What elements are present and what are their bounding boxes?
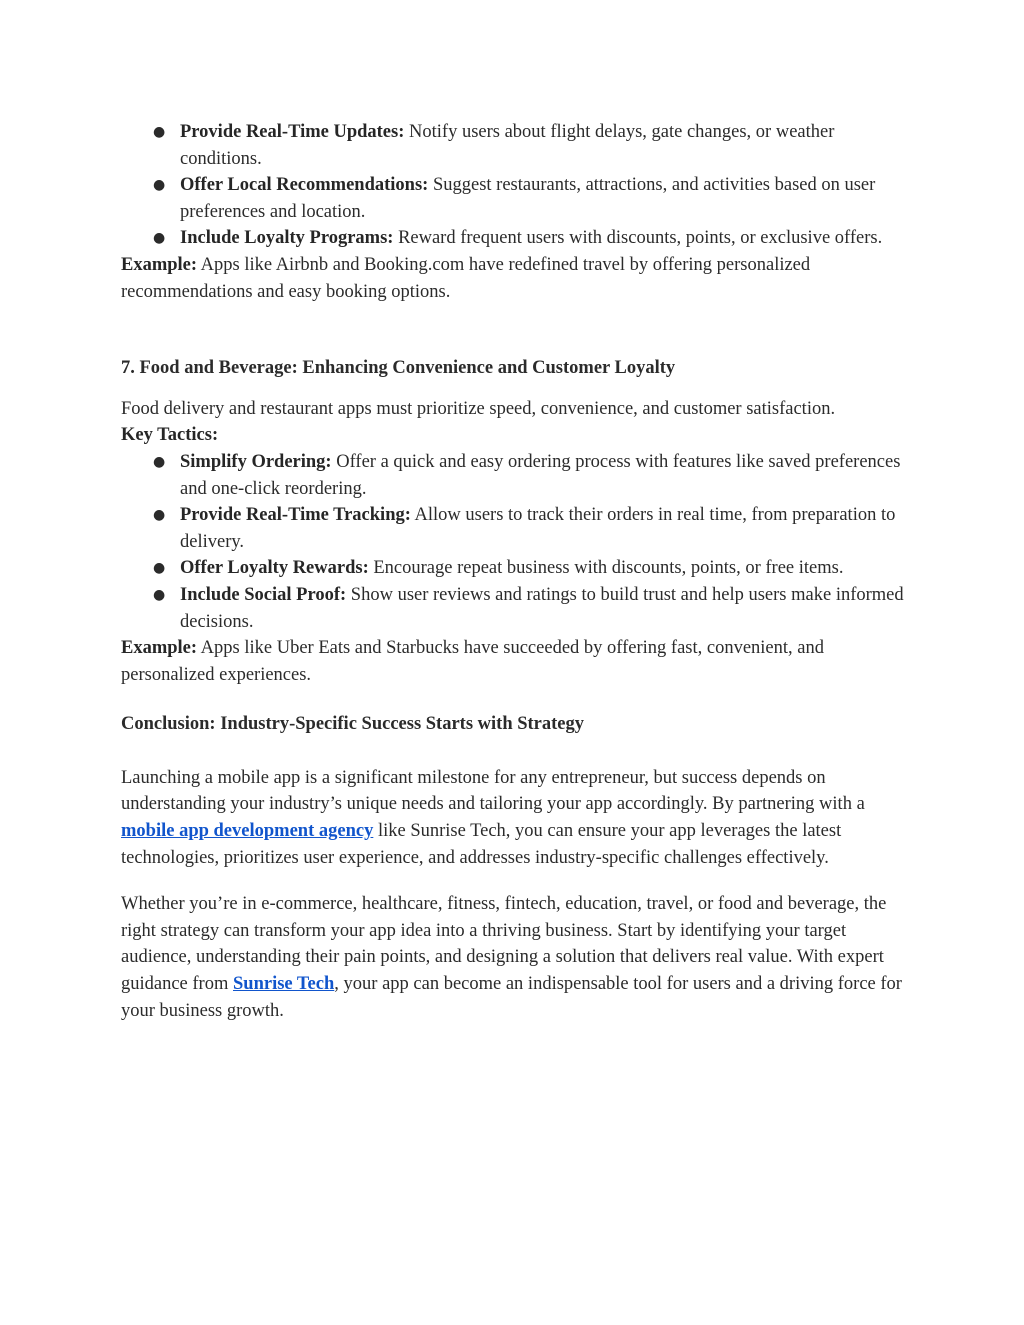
tactic-text: Suggest restaurants, attractions, and activities based on user preferences and location. — [180, 175, 876, 222]
tactic-text: Offer a quick and easy ordering process with features like saved preferences and one-click reordering. — [180, 451, 901, 499]
example-label: Example: — [121, 638, 198, 659]
sunrise-tech-link[interactable]: Sunrise Tech — [233, 974, 335, 995]
example-text: Apps like Uber Eats and Starbucks have succeeded by offering fast, convenient, and personalized experiences. — [121, 638, 824, 685]
travel-tactics-list — [121, 119, 911, 252]
paragraph-text: , your app can become an indispensable tool for users and a driving force for your business growth. — [121, 974, 902, 1021]
list-item — [121, 449, 911, 502]
key-tactics-label — [121, 422, 911, 449]
tactic-label: Provide Real-Time Updates: — [180, 122, 405, 142]
bullet-icon: ● — [153, 177, 166, 194]
tactic-label: Offer Local Recommendations: — [180, 175, 429, 196]
list-item — [121, 582, 911, 635]
paragraph-text: Launching a mobile app is a significant milestone for any entrepreneur, but success depends on understanding your industry’s unique needs and tailoring your app accordingly. By partnering with a — [121, 767, 865, 815]
section-heading-conclusion: Conclusion: Industry-Specific Success Starts with Strategy — [121, 714, 585, 735]
bullet-icon: ● — [153, 560, 166, 577]
mobile-app-development-agency-link[interactable]: mobile app development agency — [121, 821, 374, 842]
bullet-icon: ● — [153, 586, 166, 603]
tactic-label: Include Social Proof: — [180, 584, 347, 605]
tactic-text: Show user reviews and ratings to build trust and help users make informed decisions. — [180, 584, 904, 632]
tactic-text: Allow users to track their orders in real time, from preparation to delivery. — [180, 505, 896, 552]
tactic-text: Notify users about flight delays, gate changes, or weather conditions. — [180, 122, 835, 169]
tactic-text: Encourage repeat business with discounts, points, or free items. — [373, 558, 844, 579]
bullet-icon: ● — [153, 124, 166, 140]
key-tactics-label-text: Key Tactics: — [121, 425, 219, 446]
list-item — [121, 119, 911, 172]
section-heading-food: 7. Food and Beverage: Enhancing Convenience and Customer Loyalty — [121, 358, 676, 379]
food-example — [121, 635, 911, 688]
list-item — [121, 225, 911, 252]
example-text: Apps like Airbnb and Booking.com have redefined travel by offering personalized recommendations and easy booking options. — [121, 254, 811, 302]
tactic-label: Provide Real-Time Tracking: — [180, 505, 411, 526]
document-page — [121, 119, 911, 1024]
tactic-label: Simplify Ordering: — [180, 451, 332, 472]
bullet-icon: ● — [153, 453, 166, 470]
tactic-label: Include Loyalty Programs: — [180, 228, 394, 249]
bullet-icon: ● — [153, 507, 166, 524]
conclusion-paragraph-1 — [121, 765, 911, 871]
paragraph-text: Whether you’re in e-commerce, healthcare, fitness, fintech, education, travel, or food and beverage, the right strategy can transform your app idea into a thriving business. Start by identifying your target audience, understanding their pain points, and designing a solution that delivers real value. With expert guidance from — [121, 894, 887, 995]
travel-example — [121, 252, 911, 305]
tactic-text: Reward frequent users with discounts, points, or exclusive offers. — [398, 228, 883, 249]
food-tactics-list — [121, 449, 911, 635]
list-item — [121, 502, 911, 555]
paragraph-text: like Sunrise Tech, you can ensure your app leverages the latest technologies, prioritizes user experience, and addresses industry-specific challenges effectively. — [121, 821, 842, 868]
food-intro: Food delivery and restaurant apps must prioritize speed, convenience, and customer satisfaction. — [121, 398, 836, 419]
tactic-label: Offer Loyalty Rewards: — [180, 558, 369, 579]
list-item — [121, 555, 911, 582]
list-item — [121, 172, 911, 225]
conclusion-paragraph-2 — [121, 891, 911, 1024]
bullet-icon: ● — [153, 230, 166, 247]
example-label: Example: — [121, 254, 198, 275]
